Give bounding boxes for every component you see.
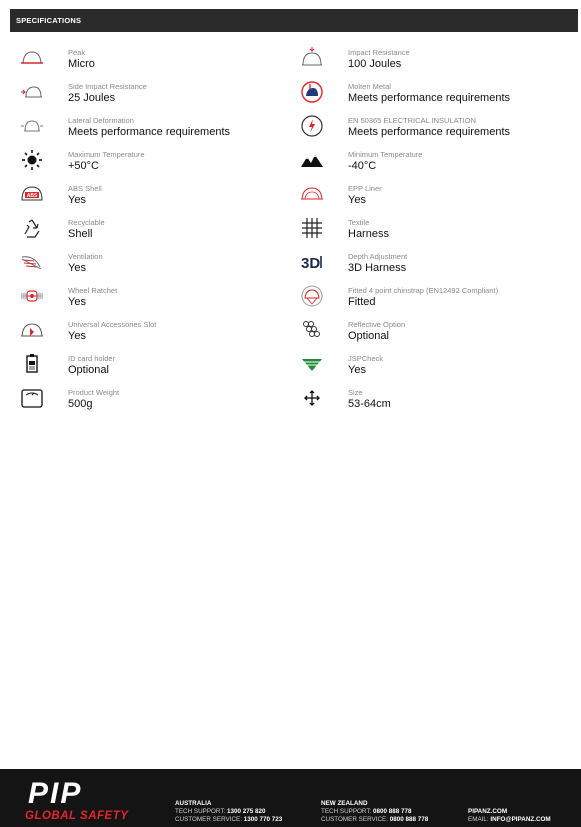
spec-value: Yes <box>348 194 366 206</box>
spec-value: 100 Joules <box>348 58 402 70</box>
spec-value: Yes <box>348 364 366 376</box>
customer-service-number[interactable]: 1300 770 723 <box>243 816 283 823</box>
customer-service-label: CUSTOMER SERVICE: <box>321 816 388 823</box>
footer-email <box>468 816 551 824</box>
molten-metal-icon <box>300 81 324 103</box>
spec-value: Yes <box>68 194 86 206</box>
spec-id-card-holder <box>14 350 284 384</box>
tech-support-label: TECH SUPPORT: <box>175 808 226 815</box>
spec-electrical-insulation <box>294 112 564 146</box>
spec-molten-metal <box>294 78 564 112</box>
reflective-icon <box>300 319 324 341</box>
spec-impact-resistance <box>294 44 564 78</box>
spec-chinstrap <box>294 282 564 316</box>
svg-text:3D: 3D <box>301 255 321 272</box>
spec-label: Ventilation <box>68 252 103 261</box>
footer-australia-cs <box>175 816 282 824</box>
sun-icon <box>20 149 44 171</box>
spec-label: Reflective Option <box>348 320 406 329</box>
email-link[interactable]: INFO@PIPANZ.COM <box>490 816 551 823</box>
lateral-deformation-icon <box>20 115 44 137</box>
spec-abs-shell <box>14 180 284 214</box>
spec-value: Meets performance requirements <box>348 92 511 104</box>
impact-resistance-icon <box>300 47 324 69</box>
spec-label: Textile <box>348 218 370 227</box>
spec-value: 500g <box>68 398 93 410</box>
spec-value: Optional <box>348 330 389 342</box>
epp-liner-icon <box>300 183 324 205</box>
specifications-header <box>10 9 578 32</box>
spec-peak <box>14 44 284 78</box>
specs-right-column <box>294 44 564 418</box>
spec-value: Fitted <box>348 296 376 308</box>
side-impact-icon <box>20 81 44 103</box>
email-label: EMAIL: <box>468 816 489 823</box>
tech-support-number[interactable]: 0800 888 778 <box>373 808 412 815</box>
3d-icon <box>300 251 324 273</box>
spec-label: Fitted 4 point chinstrap (EN12492 Compliant) <box>348 286 499 295</box>
footer-new-zealand <box>321 800 428 824</box>
accessories-slot-icon <box>20 319 44 341</box>
spec-label: Product Weight <box>68 388 120 397</box>
spec-value: Yes <box>68 296 86 308</box>
spec-label: Impact Resistance <box>348 48 410 57</box>
spec-value: Yes <box>68 330 86 342</box>
electrical-insulation-icon <box>300 115 324 137</box>
spec-value: Meets performance requirements <box>348 126 511 138</box>
specs-left-column <box>14 44 284 418</box>
spec-product-weight <box>14 384 284 418</box>
footer-nz-title: NEW ZEALAND <box>321 800 368 807</box>
spec-recyclable <box>14 214 284 248</box>
wheel-ratchet-icon <box>20 285 44 307</box>
global-safety-logo-text: GLOBAL SAFETY <box>25 810 129 822</box>
specifications-title: SPECIFICATIONS <box>16 16 82 25</box>
footer-nz-tech <box>321 808 428 816</box>
spec-value: Harness <box>348 228 389 240</box>
pip-logo: PIP <box>28 777 83 810</box>
spec-value: Shell <box>68 228 93 240</box>
spec-label: EPP Liner <box>348 184 382 193</box>
footer-australia <box>175 800 282 824</box>
spec-label: Recyclable <box>68 218 105 227</box>
spec-label: Peak <box>68 48 86 57</box>
spec-value: Optional <box>68 364 109 376</box>
spec-value: -40°C <box>348 160 377 172</box>
spec-value: 25 Joules <box>68 92 116 104</box>
id-card-icon <box>20 353 44 375</box>
chinstrap-icon <box>300 285 324 307</box>
spec-label: JSPCheck <box>348 354 384 363</box>
spec-value: Meets performance requirements <box>68 126 231 138</box>
spec-value: 3D Harness <box>348 262 407 274</box>
helmet-peak-icon <box>20 47 44 69</box>
spec-label: ABS Shell <box>68 184 102 193</box>
tech-support-label: TECH SUPPORT: <box>321 808 372 815</box>
website-link[interactable]: PIPANZ.COM <box>468 808 508 815</box>
ventilation-icon <box>20 251 44 273</box>
spec-label: Wheel Ratchet <box>68 286 118 295</box>
spec-size <box>294 384 564 418</box>
spec-label: Molten Metal <box>348 82 391 91</box>
spec-lateral-deformation <box>14 112 284 146</box>
svg-text:ABS: ABS <box>26 193 38 199</box>
spec-side-impact <box>14 78 284 112</box>
spec-ventilation <box>14 248 284 282</box>
spec-accessories-slot <box>14 316 284 350</box>
spec-min-temperature <box>294 146 564 180</box>
footer-contact <box>468 808 551 824</box>
scale-icon <box>20 387 44 409</box>
spec-depth-adjustment <box>294 248 564 282</box>
spec-epp-liner <box>294 180 564 214</box>
footer-nz-cs <box>321 816 428 824</box>
textile-grid-icon <box>300 217 324 239</box>
footer-australia-title: AUSTRALIA <box>175 800 212 807</box>
spec-label: Maximum Temperature <box>68 150 145 159</box>
spec-textile <box>294 214 564 248</box>
spec-label: Minimum Temperature <box>348 150 423 159</box>
spec-label: Universal Accessories Slot <box>68 320 157 329</box>
spec-wheel-ratchet <box>14 282 284 316</box>
mountains-icon <box>300 149 324 171</box>
spec-jspcheck <box>294 350 564 384</box>
spec-label: ID card holder <box>68 354 116 363</box>
abs-shell-icon <box>20 183 44 205</box>
spec-label: Depth Adjustment <box>348 252 408 261</box>
recycle-icon <box>20 217 44 239</box>
customer-service-number[interactable]: 0800 888 778 <box>389 816 429 823</box>
spec-label: Size <box>348 388 363 397</box>
jspcheck-icon <box>300 353 324 375</box>
spec-value: 53-64cm <box>348 398 391 410</box>
footer-australia-tech <box>175 808 282 816</box>
tech-support-number[interactable]: 1300 275 820 <box>227 808 266 815</box>
spec-label: EN 50365 ELECTRICAL INSULATION <box>348 116 476 125</box>
spec-value: Micro <box>68 58 95 70</box>
size-arrows-icon <box>300 387 324 409</box>
spec-label: Lateral Deformation <box>68 116 134 125</box>
spec-value: +50°C <box>68 160 100 172</box>
spec-max-temperature <box>14 146 284 180</box>
spec-value: Yes <box>68 262 86 274</box>
footer <box>0 769 581 827</box>
spec-reflective-option <box>294 316 564 350</box>
spec-label: Side Impact Resistance <box>68 82 147 91</box>
customer-service-label: CUSTOMER SERVICE: <box>175 816 242 823</box>
